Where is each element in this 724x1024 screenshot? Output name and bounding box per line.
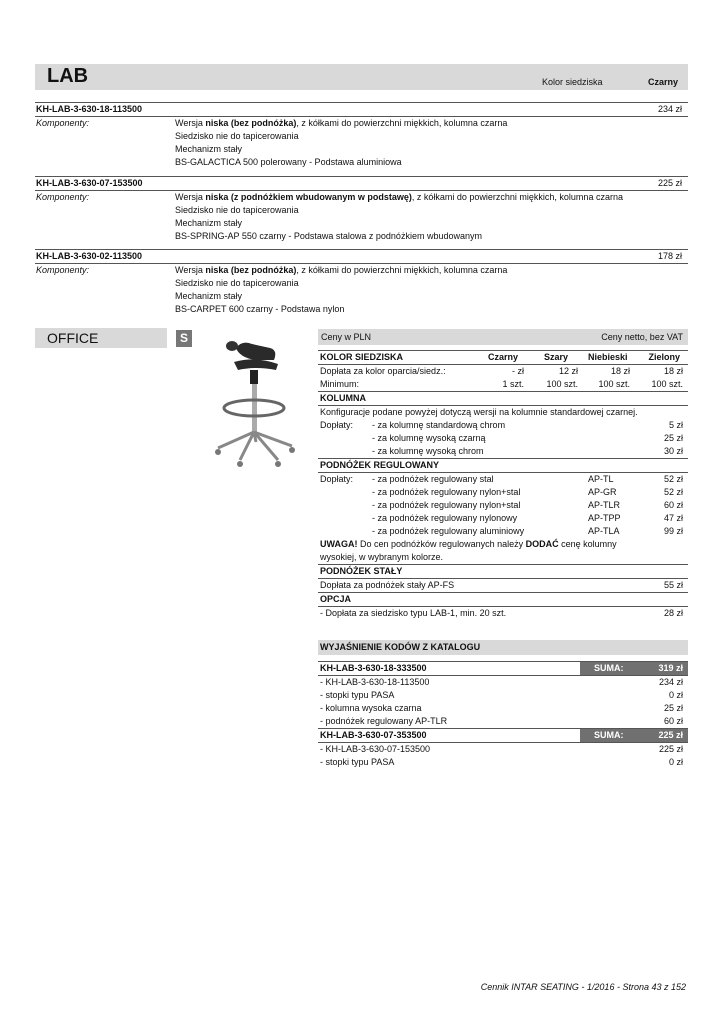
office-label: OFFICE (35, 328, 167, 348)
codes-table: WYJAŚNIENIE KODÓW Z KATALOGU KH-LAB-3-630-18-333500 SUMA: 319 zł - KH-LAB-3-630-18-113500 234 zł - stopki typu PASA 0 zł - kolumna wysoka czarna 25 zł - podnóżek regulowany AP-TLR 60 zł KH-LAB-3-630-07-353500 SUMA: 225 zł - KH-LAB-3-630-07-153500 225 zł - stopki typu PASA 0 zł (318, 640, 688, 769)
lab-stool-image (212, 336, 302, 471)
product-price: 234 zł (657, 104, 682, 114)
component-line: Siedzisko nie do tapicerowania (175, 205, 299, 215)
components-label: Komponenty: (36, 265, 90, 275)
component-line: Wersja niska (bez podnóżka), z kółkami do powierzchni miękkich, kolumna czarna (175, 118, 508, 128)
component-line: Siedzisko nie do tapicerowania (175, 278, 299, 288)
component-line: Mechanizm stały (175, 144, 243, 154)
component-line: BS-SPRING-AP 550 czarny - Podstawa stalowa z podnóżkiem wbudowanym (175, 231, 482, 241)
s-badge: S (176, 330, 192, 347)
component-line: BS-GALACTICA 500 polerowany - Podstawa aluminiowa (175, 157, 402, 167)
product-price: 225 zł (657, 178, 682, 188)
warning-note: UWAGA! Do cen podnóżków regulowanych należy DODAĆ cenę kolumny (320, 539, 617, 549)
component-line: BS-CARPET 600 czarny - Podstawa nylon (175, 304, 345, 314)
color-label: Kolor siedziska (542, 77, 603, 87)
component-line: Siedzisko nie do tapicerowania (175, 131, 299, 141)
product-block (35, 102, 688, 169)
page-title: LAB (47, 65, 89, 87)
product-code: KH-LAB-3-630-07-153500 (36, 178, 143, 188)
component-line: Wersja niska (z podnóżkiem wbudowanym w podstawę), z kółkami do powierzchni miękkich, kolumna czarna (175, 192, 623, 202)
component-line: Mechanizm stały (175, 291, 243, 301)
component-line: Mechanizm stały (175, 218, 243, 228)
product-price: 178 zł (657, 251, 682, 261)
product-code: KH-LAB-3-630-02-113500 (36, 251, 143, 261)
components-label: Komponenty: (36, 118, 90, 128)
color-value: Czarny (647, 77, 678, 87)
page-footer: Cennik INTAR SEATING - 1/2016 - Strona 43 z 152 (480, 982, 686, 992)
pricing-table: Ceny w PLN Ceny netto, bez VAT KOLOR SIEDZISKA Czarny Szary Niebieski Zielony Dopłata za kolor oparcia/siedz.: - zł 12 zł 18 zł 18 zł Minimum: 1 szt. 100 szt. 100 szt. 100 szt. KOLUMNA Konfiguracje podane powyżej dotyczą wersji na kolumnie standardowej czarnej. Dopłaty: - za kolumnę standardową chrom 5 zł - za kolumnę wysoką czarną 25 zł - za kolumnę wysoką chrom 30 zł PODNÓŻEK REGULOWANY Dopłaty: - za podnóżek regulowany stal AP-TL 52 zł - za podnóżek regulowany nylon+stal AP-GR 52 zł - za podnóżek regulowany nylon+stal AP-TLR 60 zł - za podnóżek regulowany nylonowy AP-TPP 47 zł - za podnóżek regulowany aluminiowy AP-TLA 99 zł UWAGA! Do cen podnóżków regulowanych należy DODAĆ cenę kolumny wysokiej, w wybranym kolorze. PODNÓŻEK STAŁY Dopłata za podnóżek stały AP-FS 55 zł OPCJA - Dopłata za siedzisko typu LAB-1, min. 20 szt. 28 zł (318, 329, 688, 620)
product-code: KH-LAB-3-630-18-113500 (36, 104, 143, 114)
components-label: Komponenty: (36, 192, 90, 202)
product-block (35, 249, 688, 316)
product-block (35, 176, 688, 243)
section-header (35, 64, 688, 90)
component-line: Wersja niska (bez podnóżka), z kółkami do powierzchni miękkich, kolumna czarna (175, 265, 508, 275)
